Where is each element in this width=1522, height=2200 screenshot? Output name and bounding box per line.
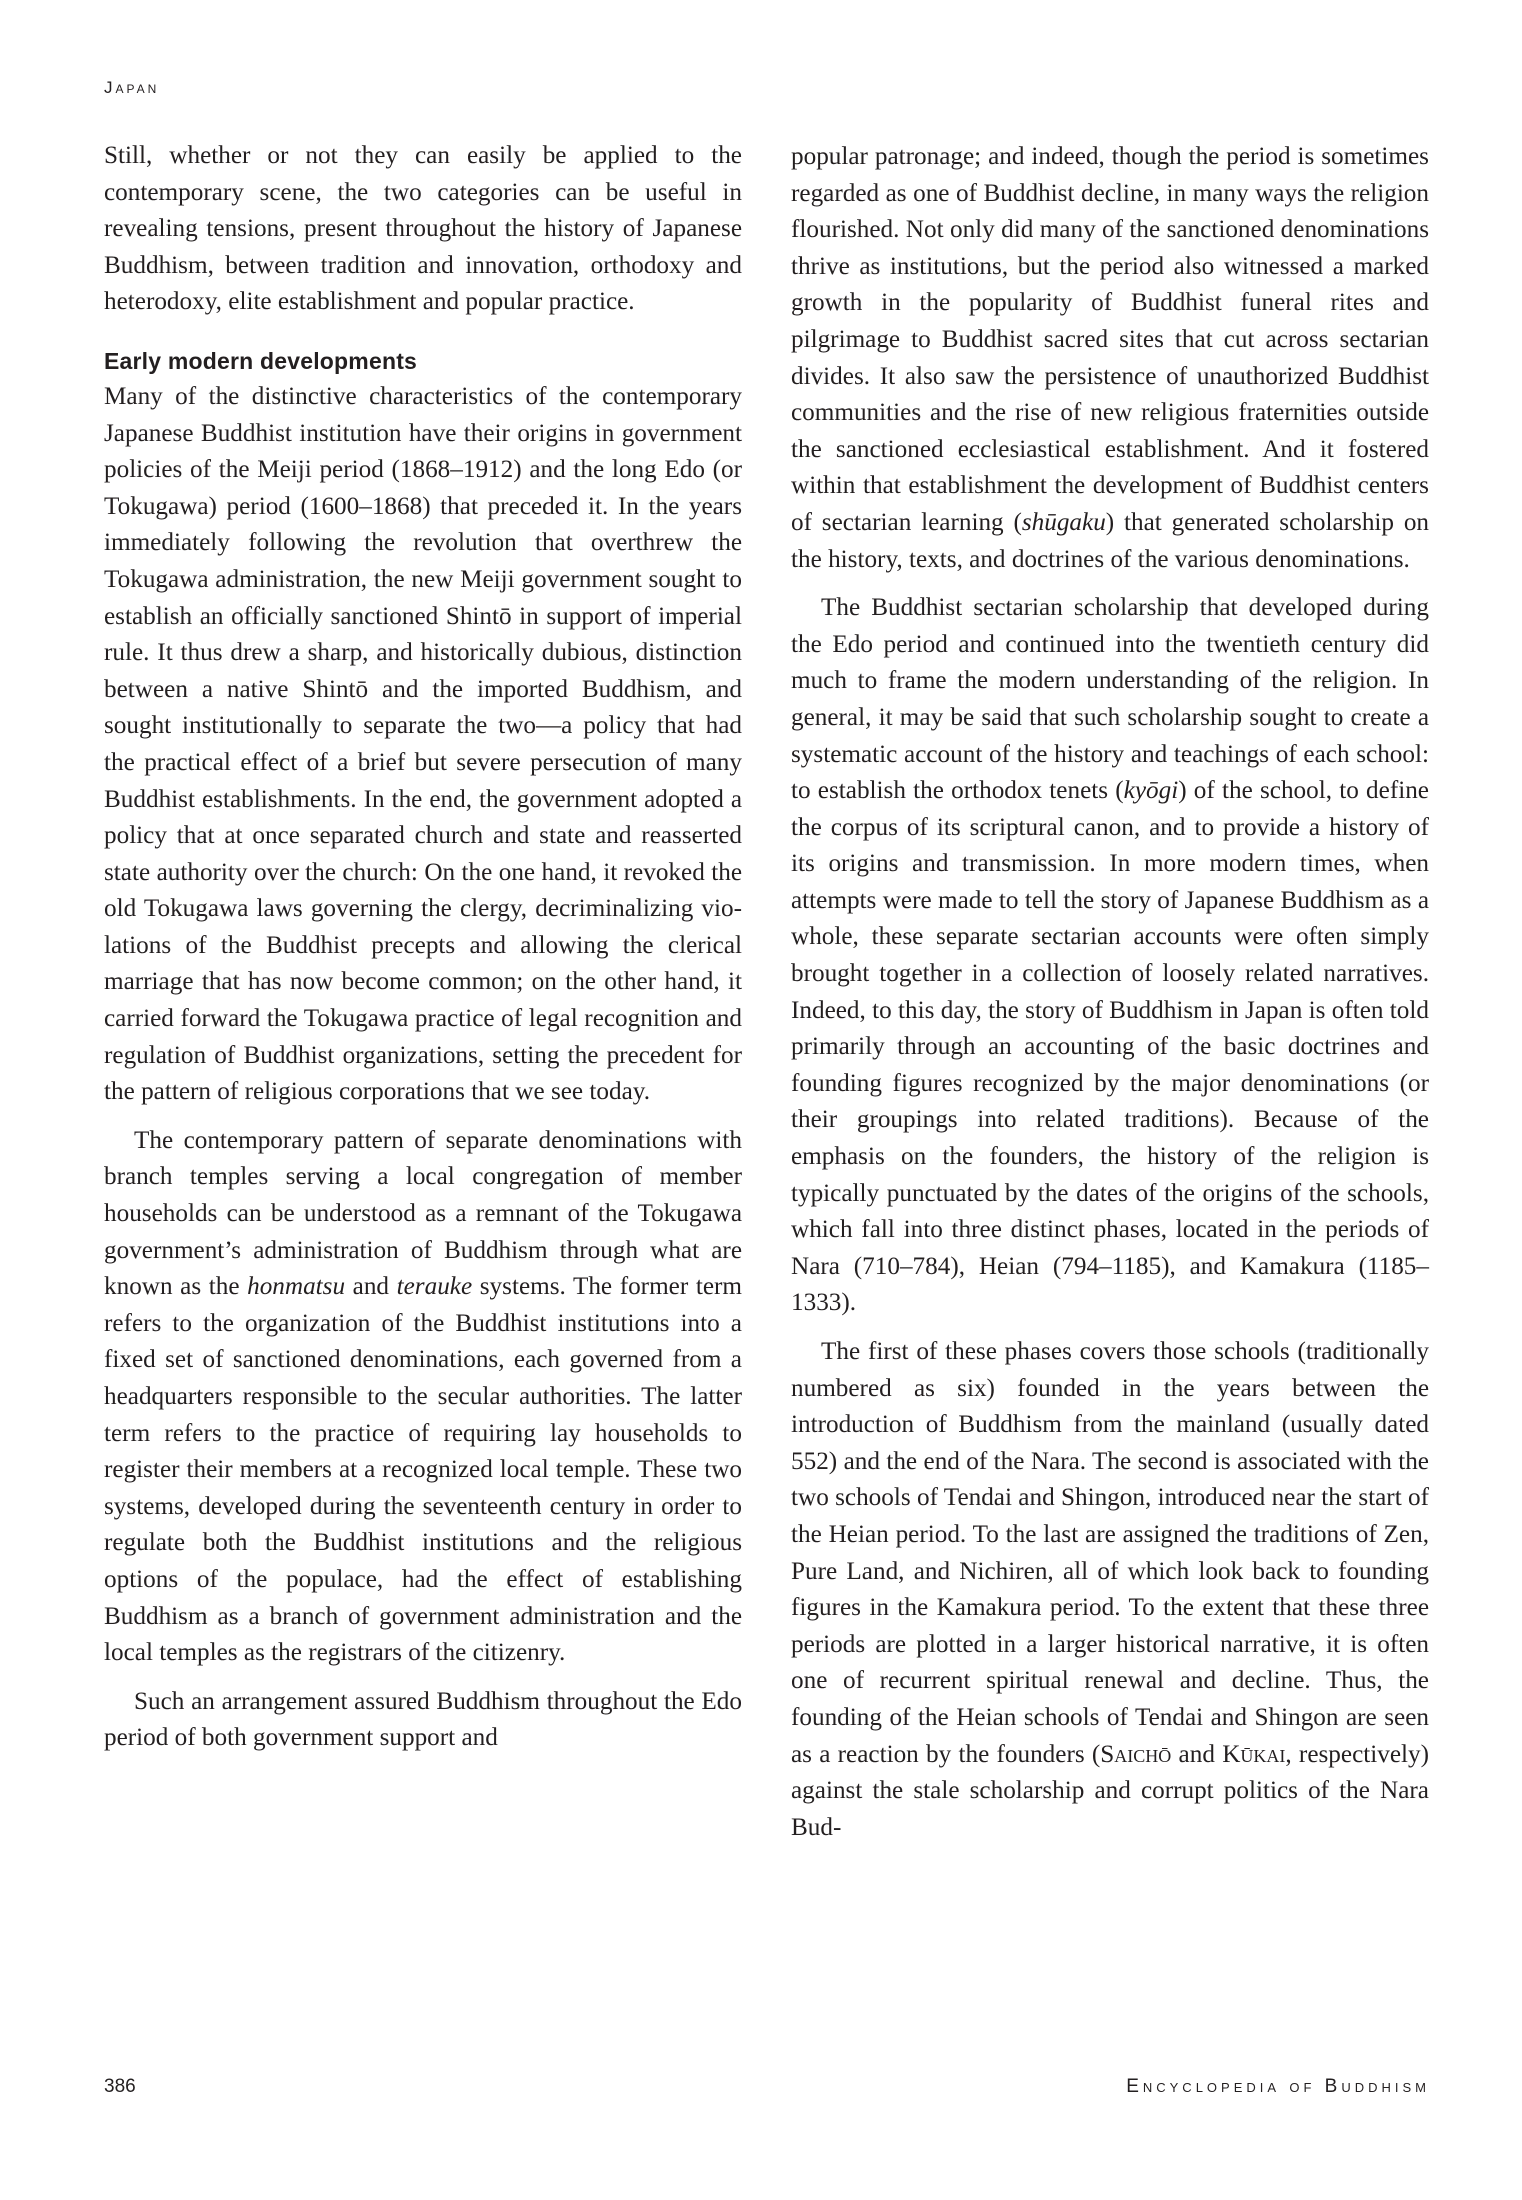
text-run: and xyxy=(345,1273,397,1301)
running-head: Japan xyxy=(104,78,160,97)
text-run: ) that generated scholarship on the history, texts, and doctrines of the various denominations. xyxy=(791,508,1430,573)
italic-term: kyōgi xyxy=(1123,777,1179,805)
text-run: popular patronage; and indeed, though the period is sometimes regarded as one of Buddhist decline, in many ways the religion flourished. Not only did many of the sanctioned denominations thrive as institutions, but the period also witnessed a marked growth in the popularity of Buddhist funeral rites and pilgrimage to Buddhist sacred sites that cut across sectarian divides. It also saw the persistence of unauthorized Buddhist communities and the rise of new religious fraternities outside the sanctioned ecclesiastical establishment. And it fostered within that establishment the development of Buddhist centers of sectarian learning ( xyxy=(791,143,1429,536)
cross-reference-name: Saichō xyxy=(1100,1740,1172,1768)
paragraph: Many of the distinctive characteristics of the contemporary Japanese Buddhist institution have their origins in government policies of the Meiji period (1868–1912) and the long Edo (or Tokugawa) period (1600–1868) that preceded it. In the years immediately following the revolution that overthrew the Tokugawa administration, the new Meiji government sought to establish an officially sanctioned Shintō in support of imperial rule. It thus drew a sharp, and historically dubious, distinction between a native Shintō and the imported Buddhism, and sought institutionally to separate the two—a policy that had the practical effect of a brief but severe persecution of many Buddhist establishments. In the end, the government adopted a policy that at once separated church and state and reasserted state authority over the church: On the one hand, it revoked the old Tokugawa laws governing the clergy, decriminalizing violations of the Buddhist precepts and allowing the clerical marriage that has now become common; on the other hand, it carried forward the Tokugawa practice of legal recognition and regulation of Buddhist organizations, setting the precedent for the pattern of religious corporations that we see today. xyxy=(104,382,742,1106)
page-number: 386 xyxy=(104,2076,136,2097)
text-run: , respectively) against the stale scholarship and corrupt politics of the Nara Bud- xyxy=(791,1740,1429,1841)
text-run: systems. The former term refers to the organization of the Buddhist institutions into a fixed set of sanctioned denominations, each governed from a headquarters responsible to the secular authorities. The latter term refers to the practice of requiring lay households to register their members at a recognized local temple. These two systems, developed during the seventeenth century in order to regulate both the Buddhist institutions and the religious options of the populace, had the effect of establishing Buddhism as a branch of government administration and the local temples as the registrars of the citizenry. xyxy=(104,1273,742,1667)
text-run: The contemporary pattern of separate denominations with branch temples serving a local congregation of member households can be understood as a remnant of the Tokugawa government’s administration of Buddhism through what are known as the xyxy=(104,1126,742,1301)
section-heading: Early modern developments xyxy=(104,347,418,374)
left-column xyxy=(104,138,742,1769)
italic-term: shūgaku xyxy=(1021,508,1106,536)
paragraph xyxy=(791,590,1429,1322)
publication-title: Encyclopedia of Buddhism xyxy=(1126,2076,1430,2097)
right-column xyxy=(791,139,1429,1858)
text-run: ) of the school, to define the corpus of its scriptural canon, and to provide a history of its origins and transmission. In more modern times, when attempts were made to tell the story of Japanese Buddhism as a whole, these separate sectarian accounts were often simply brought together in a collection of loosely related narratives. Indeed, to this day, the story of Buddhism in Japan is often told primarily through an accounting of the basic doctrines and founding figures recognized by the major denominations (or their groupings into related traditions). Because of the emphasis on the founders, the history of the religion is typically punctuated by the dates of the origins of the schools, which fall into three distinct phases, located in the periods of Nara (710–784), Heian (794–1185), and Kamakura (1185–1333). xyxy=(791,777,1429,1317)
text-run: The first of these phases covers those schools (traditionally numbered as six) founded in the years between the introduction of Buddhism from the mainland (usually dated 552) and the end of the Nara. The second is associated with the two schools of Tendai and Shingon, introduced near the start of the Heian period. To the last are assigned the traditions of Zen, Pure Land, and Nichiren, all of which look back to founding figures in the Kamakura period. To the extent that these three periods are plotted in a larger historical narrative, it is often one of recurrent spiritual renewal and decline. Thus, the founding of the Heian schools of Tendai and Shingon are seen as a reaction by the founders ( xyxy=(791,1338,1429,1768)
text-run: and xyxy=(1171,1740,1223,1768)
paragraph: Such an arrangement assured Buddhism throughout the Edo period of both government support and xyxy=(104,1687,742,1752)
paragraph xyxy=(791,139,1429,578)
paragraph xyxy=(791,1334,1429,1846)
cross-reference-name: Kūkai xyxy=(1222,1740,1286,1768)
paragraph: Still, whether or not they can easily be applied to the contemporary scene, the two categories can be useful in revealing tensions, present throughout the history of Japanese Buddhism, between tradition and innovation, orthodoxy and heterodoxy, elite establishment and popular practice. xyxy=(104,142,742,316)
paragraph xyxy=(104,1123,742,1672)
text-run: The Buddhist sectarian scholarship that developed during the Edo period and continued into the twentieth century did much to frame the modern understanding of the religion. In general, it may be said that such scholarship sought to create a systematic account of the history and teachings of each school: to establish the orthodox tenets ( xyxy=(791,594,1429,805)
italic-term: honmatsu xyxy=(247,1273,346,1301)
italic-term: terauke xyxy=(396,1273,473,1301)
